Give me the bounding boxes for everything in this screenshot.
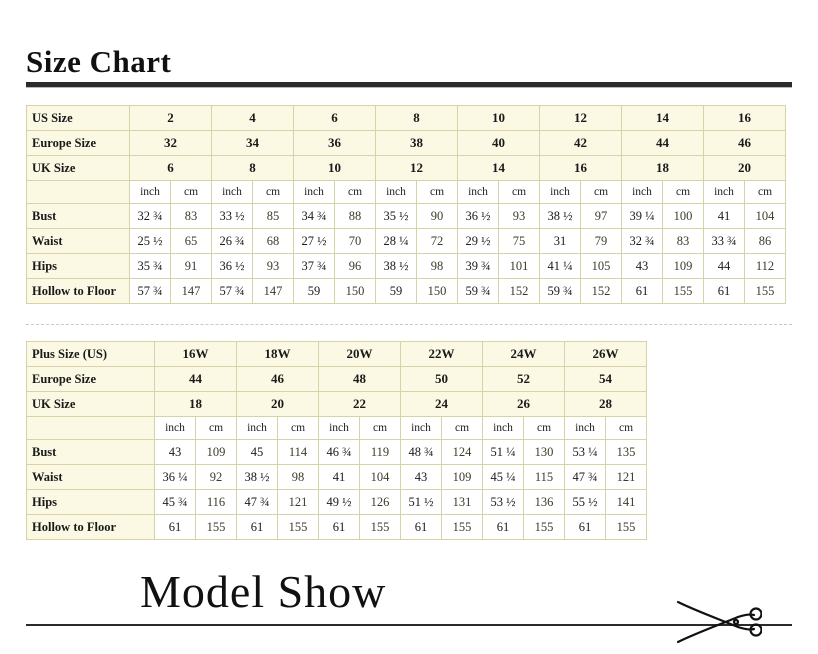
table-cell: 45: [237, 440, 278, 465]
unit-cell: cm: [606, 417, 647, 440]
table-cell: 65: [171, 229, 212, 254]
table-cell: 12: [540, 106, 622, 131]
table-cell: 114: [278, 440, 319, 465]
model-show-title: Model Show: [140, 566, 387, 617]
table-cell: 44: [622, 131, 704, 156]
table-cell: 46: [237, 367, 319, 392]
table-cell: 70: [335, 229, 376, 254]
table-row-waist: [27, 465, 647, 490]
table-cell: 42: [540, 131, 622, 156]
table-row-hips: [27, 490, 647, 515]
table-cell: 72: [417, 229, 458, 254]
table-cell: 41: [319, 465, 360, 490]
table-cell: 16W: [155, 342, 237, 367]
table-cell: 68: [253, 229, 294, 254]
table-cell: 155: [745, 279, 786, 304]
row-label-plus-size: Plus Size (US): [27, 342, 155, 367]
table-cell: 90: [417, 204, 458, 229]
table-cell: 59 ¾: [458, 279, 499, 304]
table-cell: 36 ½: [212, 254, 253, 279]
table-cell: 61: [483, 515, 524, 540]
table-cell: 124: [442, 440, 483, 465]
table-cell: 44: [155, 367, 237, 392]
unit-cell: cm: [524, 417, 565, 440]
table-cell: 32 ¾: [622, 229, 663, 254]
table-cell: 36 ½: [458, 204, 499, 229]
table-row-uk-size: [27, 156, 786, 181]
table-cell: 61: [622, 279, 663, 304]
table-cell: 38: [376, 131, 458, 156]
table-cell: 10: [458, 106, 540, 131]
table-cell: 59: [376, 279, 417, 304]
table-cell: 155: [196, 515, 237, 540]
table-cell: 57 ¾: [212, 279, 253, 304]
table-cell: 85: [253, 204, 294, 229]
table-cell: 115: [524, 465, 565, 490]
table-cell: 53 ¼: [565, 440, 606, 465]
table-cell: 20: [237, 392, 319, 417]
row-label-hollow-to-floor: Hollow to Floor: [27, 515, 155, 540]
unit-cell: cm: [663, 181, 704, 204]
table-cell: 10: [294, 156, 376, 181]
table-cell: 39 ¼: [622, 204, 663, 229]
table-cell: 29 ½: [458, 229, 499, 254]
table-cell: 155: [278, 515, 319, 540]
row-label-waist: Waist: [27, 465, 155, 490]
table-cell: 152: [581, 279, 622, 304]
table-row-us-size: [27, 106, 786, 131]
table-row-waist: [27, 229, 786, 254]
table-cell: 14: [622, 106, 704, 131]
section-divider: [26, 324, 792, 325]
table-row-units: [27, 417, 647, 440]
unit-cell: cm: [360, 417, 401, 440]
table-cell: 32 ¾: [130, 204, 171, 229]
table-cell: 31: [540, 229, 581, 254]
table-cell: 34 ¾: [294, 204, 335, 229]
unit-cell: cm: [581, 181, 622, 204]
table-cell: 119: [360, 440, 401, 465]
row-label-hollow-to-floor: Hollow to Floor: [27, 279, 130, 304]
table-cell: 16: [540, 156, 622, 181]
table-cell: 43: [155, 440, 196, 465]
table-cell: 39 ¾: [458, 254, 499, 279]
table-cell: 34: [212, 131, 294, 156]
unit-cell: cm: [196, 417, 237, 440]
table-cell: 59: [294, 279, 335, 304]
table-cell: 112: [745, 254, 786, 279]
table-cell: 109: [442, 465, 483, 490]
table-cell: 152: [499, 279, 540, 304]
row-label-bust: Bust: [27, 440, 155, 465]
table-cell: 136: [524, 490, 565, 515]
table-cell: 116: [196, 490, 237, 515]
table-cell: 46: [704, 131, 786, 156]
table-cell: 37 ¾: [294, 254, 335, 279]
table-cell: 35 ½: [376, 204, 417, 229]
row-label-hips: Hips: [27, 254, 130, 279]
table-cell: 101: [499, 254, 540, 279]
table-cell: 93: [499, 204, 540, 229]
table-cell: 33 ½: [212, 204, 253, 229]
table-cell: 150: [417, 279, 458, 304]
unit-cell: inch: [319, 417, 360, 440]
table-row-plus-size: [27, 342, 647, 367]
table-cell: 47 ¾: [565, 465, 606, 490]
table-cell: 40: [458, 131, 540, 156]
unit-cell: inch: [704, 181, 745, 204]
table-cell: 61: [704, 279, 745, 304]
unit-cell: cm: [253, 181, 294, 204]
table-cell: 53 ½: [483, 490, 524, 515]
unit-cell: inch: [565, 417, 606, 440]
table-cell: 20W: [319, 342, 401, 367]
table-cell: 75: [499, 229, 540, 254]
table-row-hollow-to-floor: [27, 515, 647, 540]
table-row-units: [27, 181, 786, 204]
table-cell: 28: [565, 392, 647, 417]
unit-cell: inch: [483, 417, 524, 440]
table-cell: 47 ¾: [237, 490, 278, 515]
table-cell: 130: [524, 440, 565, 465]
table-cell: 109: [663, 254, 704, 279]
table-cell: 51 ¼: [483, 440, 524, 465]
table-cell: 25 ½: [130, 229, 171, 254]
table-cell: 83: [171, 204, 212, 229]
unit-cell: inch: [294, 181, 335, 204]
table-cell: 109: [196, 440, 237, 465]
table-cell: 45 ¼: [483, 465, 524, 490]
table-cell: 155: [606, 515, 647, 540]
table-cell: 61: [237, 515, 278, 540]
unit-cell: inch: [540, 181, 581, 204]
table-cell: 8: [212, 156, 294, 181]
row-label-bust: Bust: [27, 204, 130, 229]
table-cell: 61: [565, 515, 606, 540]
table-cell: 12: [376, 156, 458, 181]
unit-cell: cm: [417, 181, 458, 204]
table-cell: 36: [294, 131, 376, 156]
table-cell: 150: [335, 279, 376, 304]
table-cell: 48: [319, 367, 401, 392]
table-cell: 121: [606, 465, 647, 490]
row-label-uk-size: UK Size: [27, 392, 155, 417]
table-cell: 18W: [237, 342, 319, 367]
table-cell: 38 ½: [237, 465, 278, 490]
table-cell: 92: [196, 465, 237, 490]
unit-cell: inch: [376, 181, 417, 204]
table-cell: 8: [376, 106, 458, 131]
table-row-hips: [27, 254, 786, 279]
table-cell: 54: [565, 367, 647, 392]
table-cell: 2: [130, 106, 212, 131]
table-cell: 155: [663, 279, 704, 304]
table-cell: 27 ½: [294, 229, 335, 254]
table-cell: 41: [704, 204, 745, 229]
table-cell: 43: [401, 465, 442, 490]
title-divider: [26, 82, 792, 88]
table-cell: 104: [745, 204, 786, 229]
table-cell: 50: [401, 367, 483, 392]
row-label-waist: Waist: [27, 229, 130, 254]
table-cell: 18: [155, 392, 237, 417]
row-label-units: [27, 181, 130, 204]
table-cell: 16: [704, 106, 786, 131]
unit-cell: inch: [155, 417, 196, 440]
table-cell: 26: [483, 392, 565, 417]
row-label-units: [27, 417, 155, 440]
table-row-uk-size: [27, 392, 647, 417]
table-cell: 28 ¼: [376, 229, 417, 254]
table-cell: 131: [442, 490, 483, 515]
table-cell: 155: [442, 515, 483, 540]
plus-size-table: [26, 341, 647, 540]
row-label-europe-size: Europe Size: [27, 367, 155, 392]
unit-cell: cm: [499, 181, 540, 204]
table-cell: 126: [360, 490, 401, 515]
table-row-europe-size: [27, 367, 647, 392]
table-cell: 6: [294, 106, 376, 131]
table-cell: 135: [606, 440, 647, 465]
table-cell: 59 ¾: [540, 279, 581, 304]
table-cell: 38 ½: [376, 254, 417, 279]
table-cell: 121: [278, 490, 319, 515]
unit-cell: cm: [442, 417, 483, 440]
table-cell: 38 ½: [540, 204, 581, 229]
table-cell: 57 ¾: [130, 279, 171, 304]
table-cell: 26 ¾: [212, 229, 253, 254]
table-cell: 86: [745, 229, 786, 254]
table-cell: 97: [581, 204, 622, 229]
unit-cell: inch: [130, 181, 171, 204]
table-cell: 35 ¾: [130, 254, 171, 279]
table-cell: 155: [524, 515, 565, 540]
table-cell: 41 ¼: [540, 254, 581, 279]
unit-cell: cm: [745, 181, 786, 204]
scissors-icon: [676, 596, 762, 648]
table-cell: 45 ¾: [155, 490, 196, 515]
table-cell: 33 ¾: [704, 229, 745, 254]
row-label-hips: Hips: [27, 490, 155, 515]
unit-cell: inch: [401, 417, 442, 440]
table-cell: 91: [171, 254, 212, 279]
unit-cell: inch: [458, 181, 499, 204]
table-cell: 61: [155, 515, 196, 540]
table-cell: 141: [606, 490, 647, 515]
table-cell: 46 ¾: [319, 440, 360, 465]
table-cell: 98: [278, 465, 319, 490]
table-cell: 20: [704, 156, 786, 181]
table-cell: 61: [319, 515, 360, 540]
table-cell: 98: [417, 254, 458, 279]
unit-cell: inch: [212, 181, 253, 204]
table-cell: 48 ¾: [401, 440, 442, 465]
table-cell: 44: [704, 254, 745, 279]
unit-cell: cm: [171, 181, 212, 204]
table-cell: 147: [171, 279, 212, 304]
table-cell: 4: [212, 106, 294, 131]
unit-cell: inch: [622, 181, 663, 204]
table-cell: 96: [335, 254, 376, 279]
table-cell: 93: [253, 254, 294, 279]
table-cell: 24W: [483, 342, 565, 367]
table-cell: 88: [335, 204, 376, 229]
table-cell: 105: [581, 254, 622, 279]
table-cell: 22W: [401, 342, 483, 367]
table-cell: 155: [360, 515, 401, 540]
table-cell: 61: [401, 515, 442, 540]
table-cell: 83: [663, 229, 704, 254]
table-row-bust: [27, 440, 647, 465]
table-cell: 79: [581, 229, 622, 254]
table-cell: 147: [253, 279, 294, 304]
row-label-europe-size: Europe Size: [27, 131, 130, 156]
unit-cell: cm: [278, 417, 319, 440]
table-cell: 49 ½: [319, 490, 360, 515]
table-cell: 43: [622, 254, 663, 279]
table-cell: 26W: [565, 342, 647, 367]
table-cell: 22: [319, 392, 401, 417]
table-row-bust: [27, 204, 786, 229]
table-cell: 32: [130, 131, 212, 156]
row-label-uk-size: UK Size: [27, 156, 130, 181]
standard-size-table: [26, 105, 786, 304]
table-cell: 51 ½: [401, 490, 442, 515]
table-cell: 14: [458, 156, 540, 181]
table-cell: 24: [401, 392, 483, 417]
page-title: Size Chart: [26, 44, 172, 79]
table-row-hollow-to-floor: [27, 279, 786, 304]
table-cell: 6: [130, 156, 212, 181]
table-row-europe-size: [27, 131, 786, 156]
table-cell: 100: [663, 204, 704, 229]
table-cell: 36 ¼: [155, 465, 196, 490]
row-label-us-size: US Size: [27, 106, 130, 131]
table-cell: 52: [483, 367, 565, 392]
table-cell: 104: [360, 465, 401, 490]
table-cell: 18: [622, 156, 704, 181]
unit-cell: inch: [237, 417, 278, 440]
table-cell: 55 ½: [565, 490, 606, 515]
unit-cell: cm: [335, 181, 376, 204]
